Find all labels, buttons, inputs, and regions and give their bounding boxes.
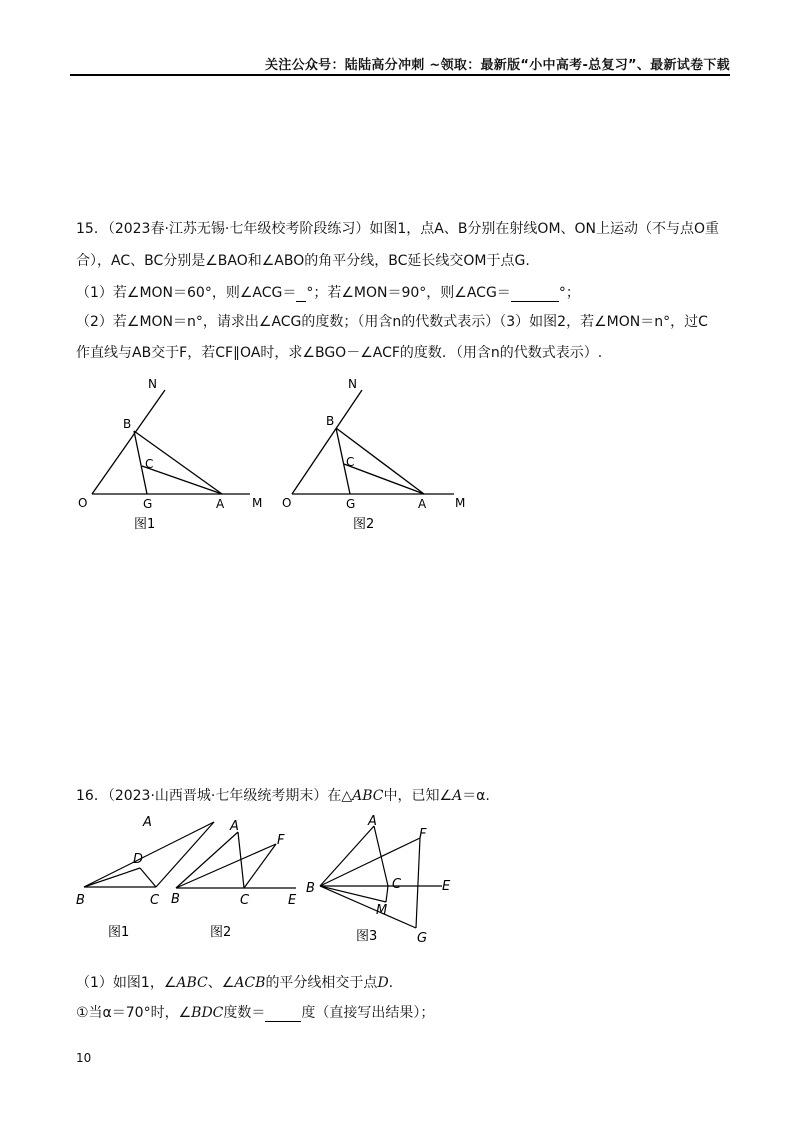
q16-sub1-point-d: D bbox=[377, 975, 389, 991]
q15-fig1-label-o: O bbox=[78, 496, 88, 510]
q15-part1-text-b: °；若∠MON＝90°，则∠ACG＝ bbox=[306, 285, 511, 301]
q16-fig1-side-ac bbox=[156, 822, 214, 887]
q16-sub2-text-d: 度（直接写出结果）； bbox=[301, 1005, 435, 1021]
q16-fig3-label-e: E bbox=[442, 879, 451, 894]
q15-fig2-caption: 图2 bbox=[353, 517, 375, 532]
q16-fig1-caption: 图1 bbox=[108, 925, 130, 940]
q16-sub-2 bbox=[76, 1004, 434, 1022]
q16-fig3-segment-bm bbox=[320, 886, 386, 902]
q15-fig1-label-g: G bbox=[143, 497, 153, 511]
q15-fig2-label-m: M bbox=[455, 496, 466, 510]
q15-fig2-ray-on bbox=[292, 390, 362, 494]
page-number: 10 bbox=[76, 1051, 92, 1065]
q16-fig3-label-m: M bbox=[376, 903, 388, 918]
q15-blank-2 bbox=[511, 287, 559, 302]
q15-figure-1 bbox=[92, 390, 250, 494]
q16-fig2-segment-bf bbox=[176, 844, 276, 888]
q16-fig2-label-c: C bbox=[240, 893, 250, 908]
q16-fig2-caption: 图2 bbox=[210, 925, 232, 940]
q16-intro-text-3: ＝α. bbox=[462, 788, 490, 804]
q15-fig1-label-c: C bbox=[145, 457, 154, 471]
q16-fig3-side-ac bbox=[374, 826, 388, 886]
q16-intro-text-2: 中，已知∠ bbox=[383, 788, 453, 804]
q15-fig2-label-b: B bbox=[326, 414, 335, 428]
q16-sub1-text-g: . bbox=[388, 975, 394, 991]
q16-fig2-label-f: F bbox=[277, 833, 285, 848]
q15-fig1-ray-on bbox=[92, 390, 165, 494]
q16-figure-1 bbox=[84, 822, 214, 887]
q16-fig2-side-ab bbox=[176, 832, 238, 888]
q15-fig1-label-m: M bbox=[252, 496, 263, 510]
q15-figures bbox=[70, 370, 490, 545]
q15-fig1-segment-ac bbox=[142, 466, 222, 494]
q16-fig3-label-g: G bbox=[417, 931, 428, 946]
q15-blank-1 bbox=[296, 287, 306, 302]
q15-fig2-label-g: G bbox=[346, 497, 356, 511]
q15-line-1: 15．（2023春·江苏无锡·七年级校考阶段练习）如图1，点A、B分别在射线OM、ON上运动（不与点O重 bbox=[76, 221, 720, 237]
q16-line-1 bbox=[76, 787, 490, 805]
q16-sub1-angle-abc: ABC bbox=[176, 975, 208, 991]
q16-fig2-label-b: B bbox=[171, 892, 180, 907]
page-header: 关注公众号：陆陆高分冲刺 ~领取：最新版“小中高考-总复习”、最新试卷下载 bbox=[264, 58, 730, 73]
q16-sub1-text-c: 、∠ bbox=[207, 975, 235, 991]
q15-fig2-label-n: N bbox=[348, 377, 357, 391]
q16-sub2-blank bbox=[265, 1007, 301, 1022]
q16-fig1-label-b: B bbox=[76, 893, 85, 908]
q16-fig1-segment-cd bbox=[140, 868, 156, 887]
q15-fig1-label-b: B bbox=[123, 417, 132, 431]
q15-fig2-label-o: O bbox=[282, 496, 292, 510]
q16-fig3-segment-bf bbox=[320, 838, 420, 886]
q16-fig3-label-a: A bbox=[368, 814, 377, 829]
q16-sub2-angle-bdc: BDC bbox=[191, 1005, 224, 1021]
q15-part1-text-a: （1）若∠MON＝60°，则∠ACG＝ bbox=[76, 285, 297, 301]
q16-fig3-label-c: C bbox=[392, 877, 402, 892]
q16-fig1-segment-bd bbox=[84, 868, 140, 887]
q15-fig2-label-c: C bbox=[346, 455, 355, 469]
q16-fig1-side-ab bbox=[84, 822, 214, 887]
q16-fig3-segment-bg bbox=[320, 886, 416, 928]
q16-fig2-label-a: A bbox=[230, 819, 239, 834]
q15-part1-text-c: °； bbox=[558, 285, 580, 301]
q16-sub1-text-a: （1）如图1，∠ bbox=[76, 975, 177, 991]
q16-sub-1 bbox=[76, 974, 393, 992]
q15-line-5: 作直线与AB交于F，若CF∥OA时，求∠BGO－∠ACF的度数．（用含n的代数式表示）. bbox=[76, 345, 603, 361]
q16-fig1-label-d: D bbox=[133, 852, 144, 867]
q16-fig1-label-c: C bbox=[150, 893, 160, 908]
q15-line-3 bbox=[76, 284, 580, 302]
q16-fig2-label-e: E bbox=[288, 893, 297, 908]
q15-fig1-label-a: A bbox=[216, 497, 225, 511]
q15-fig2-segment-ac bbox=[344, 464, 424, 494]
q16-sub1-text-e: 的平分线相交于点 bbox=[265, 975, 378, 991]
q16-intro-text: 16．（2023·山西晋城·七年级统考期末）在△ bbox=[76, 788, 353, 804]
q15-fig1-caption: 图1 bbox=[134, 517, 156, 532]
q16-fig3-label-b: B bbox=[306, 881, 315, 896]
q16-fig3-label-f: F bbox=[419, 827, 427, 842]
q16-sub1-angle-acb: ACB bbox=[234, 975, 266, 991]
q15-line-4: （2）若∠MON＝n°，请求出∠ACG的度数；（用含n的代数式表示）（3）如图2，若∠MON＝n°，过C bbox=[76, 314, 708, 330]
q15-fig2-label-a: A bbox=[418, 497, 427, 511]
header-rule bbox=[70, 74, 730, 76]
q16-fig1-label-a: A bbox=[143, 815, 152, 830]
q15-figure-2 bbox=[292, 390, 454, 494]
q16-triangle-name: ABC bbox=[352, 788, 384, 804]
q16-fig3-caption: 图3 bbox=[356, 929, 378, 944]
q15-fig1-label-n: N bbox=[148, 377, 157, 391]
q16-fig3-segment-fg bbox=[416, 838, 420, 928]
q16-fig3-segment-mc bbox=[386, 886, 388, 902]
q16-fig3-side-ab bbox=[320, 826, 374, 886]
q16-figures bbox=[70, 810, 470, 950]
q16-sub2-text-a: ①当α＝70°时，∠ bbox=[76, 1005, 192, 1021]
q16-angle-a: A bbox=[452, 788, 463, 804]
q16-sub2-text-c: 度数＝ bbox=[223, 1005, 266, 1021]
q15-line-2: 合），AC、BC分别是∠BAO和∠ABO的角平分线，BC延长线交OM于点G. bbox=[76, 253, 530, 269]
